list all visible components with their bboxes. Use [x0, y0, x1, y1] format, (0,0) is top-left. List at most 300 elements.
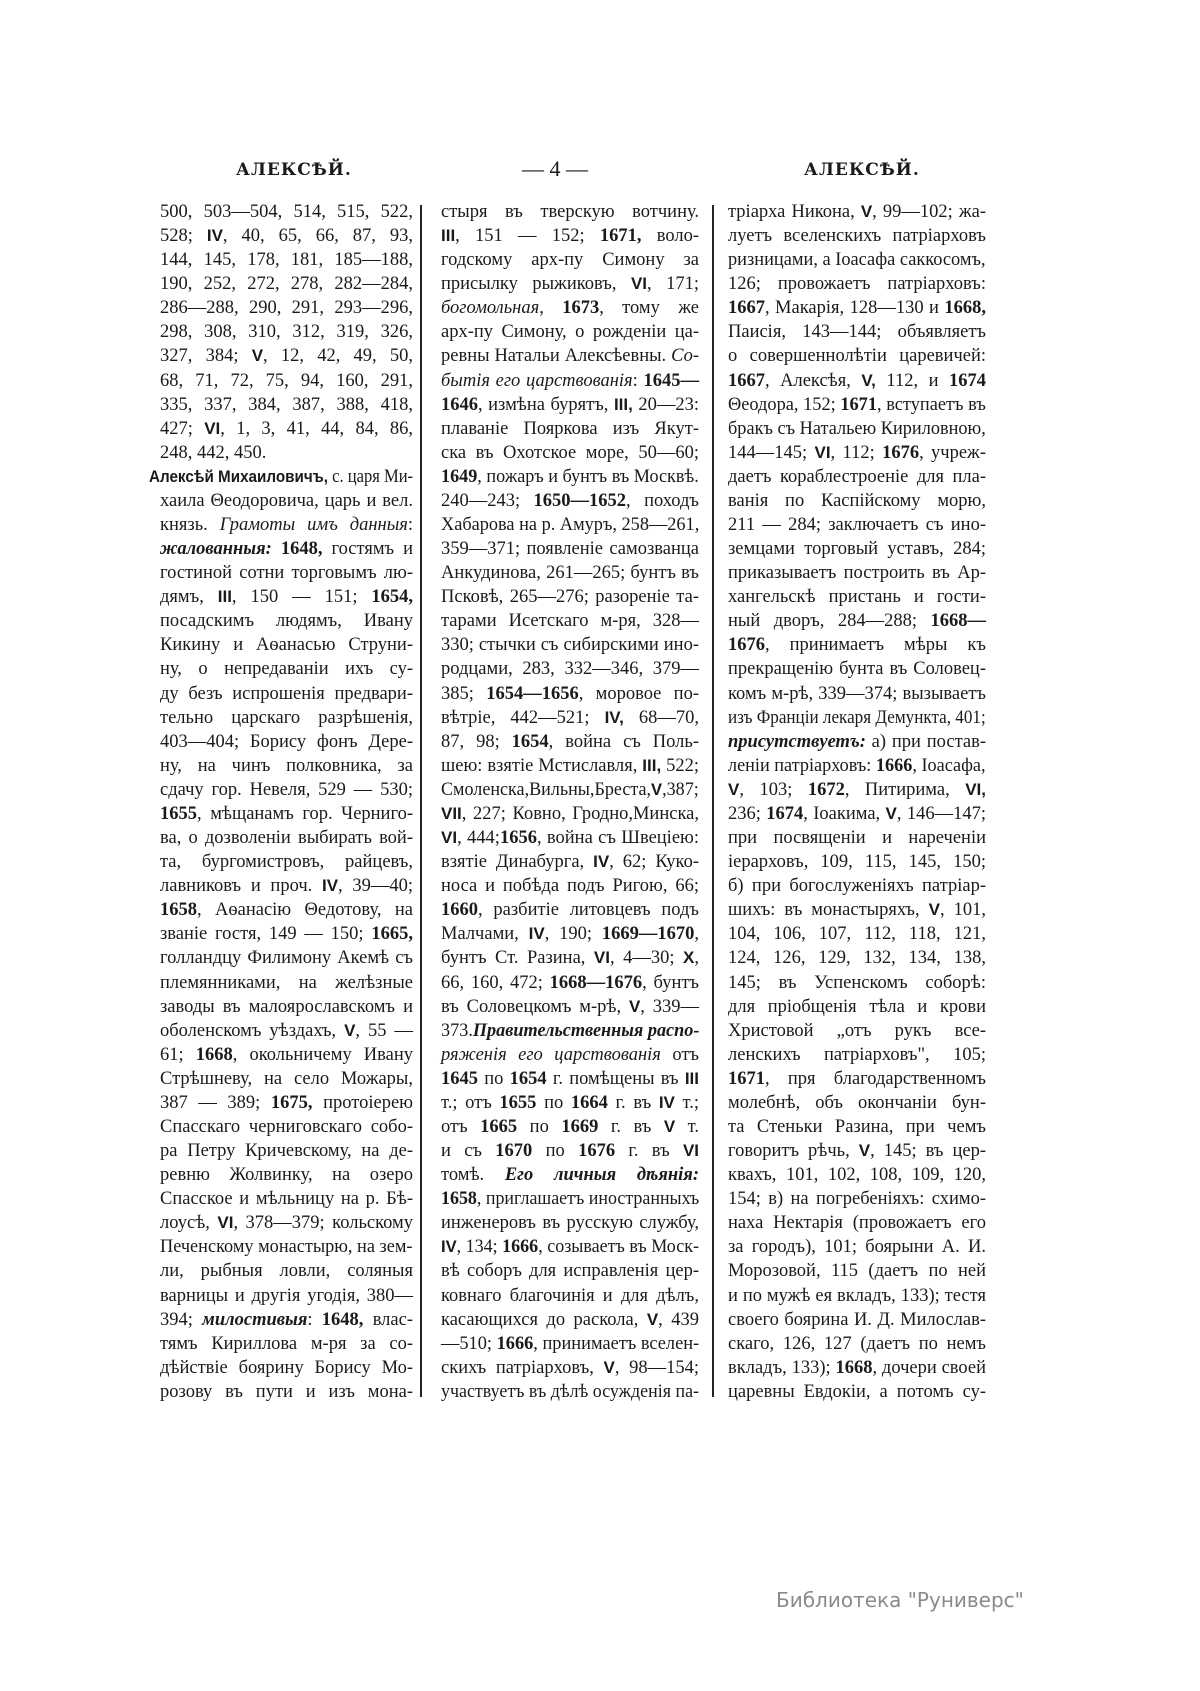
text-run: квахъ, 101, 102, 108, 109, 120, — [728, 1165, 986, 1186]
text-run: , 62; Куко- — [609, 852, 699, 873]
text-run: ду безъ испрошенія предвари- — [160, 683, 413, 704]
text-run: наха Нектарія (провожаетъ его — [728, 1213, 986, 1234]
text-run: , принимаетъ вселен- — [533, 1333, 700, 1354]
bold-year: 1646 — [441, 394, 478, 415]
text-run: 126; провожаетъ патріарховъ: — [728, 274, 986, 295]
text-line — [728, 778, 986, 802]
text-run: отъ — [441, 1116, 481, 1137]
text-line — [728, 1284, 986, 1308]
text-run: 211 — 284; заключаетъ съ ино- — [728, 515, 986, 536]
text-run: шихъ: въ монастыряхъ, — [728, 900, 929, 921]
text-line — [441, 248, 699, 272]
italic-run: бытія его царствованія — [441, 370, 633, 391]
text-line — [728, 1380, 986, 1404]
volume-numeral: VI — [593, 948, 610, 968]
text-run: скаго, 126, 127 (даетъ по немъ — [728, 1333, 986, 1354]
text-run: г. въ — [598, 1116, 664, 1137]
volume-numeral: V — [603, 1357, 615, 1377]
volume-numeral: IV — [441, 1237, 457, 1257]
text-run — [272, 539, 281, 559]
text-line — [728, 706, 986, 730]
text-run: царевны Евдокіи, а потомъ су- — [728, 1381, 986, 1402]
bold-year: 1668 — [195, 1044, 233, 1065]
text-run: ,387; — [662, 779, 699, 800]
text-run: ковнаго благочинія и для дѣлъ, — [441, 1285, 699, 1306]
text-run: 330; стычки съ сибирскими ино- — [441, 635, 699, 656]
text-line — [441, 754, 699, 778]
text-run: по — [536, 1092, 571, 1113]
text-line — [728, 1235, 986, 1259]
text-line — [441, 922, 699, 946]
bold-year: 1648, — [280, 539, 323, 560]
text-run: по — [478, 1068, 510, 1089]
text-line — [160, 1308, 413, 1332]
text-run: Христовой „отъ рукъ все- — [728, 1020, 986, 1041]
text-line — [728, 224, 986, 248]
text-run: ревню Жолвинку, на озеро — [160, 1165, 413, 1186]
volume-numeral: Алексѣй Михаиловичъ, — [149, 466, 328, 486]
text-line — [160, 874, 413, 898]
text-line — [441, 802, 699, 826]
text-run: тріарха Никона, — [728, 202, 861, 222]
text-line — [441, 200, 699, 224]
text-run: г. въ — [615, 1141, 683, 1162]
text-run: , окольничему Ивану — [232, 1044, 413, 1065]
volume-numeral: V — [628, 996, 641, 1016]
text-run: по — [532, 1141, 579, 1162]
text-run: т. — [675, 1116, 699, 1137]
text-column-1 — [149, 200, 414, 1404]
text-line — [728, 946, 986, 970]
bold-year: 1654—1656 — [486, 683, 579, 704]
text-line — [160, 971, 413, 995]
text-line — [728, 874, 986, 898]
text-run: носа и побѣда подъ Ригою, 66; — [441, 876, 699, 897]
text-run: , война съ Поль- — [548, 731, 699, 752]
text-line — [441, 417, 699, 441]
italic-run: ряженія его царствованія — [441, 1044, 661, 1065]
text-run: 144, 145, 178, 181, 185—188, — [160, 250, 413, 271]
italic-run: Грамоты имъ данныя — [219, 515, 408, 536]
text-line — [160, 1091, 413, 1115]
text-run: луетъ вселенскихъ патріарховъ — [728, 226, 986, 247]
text-run: , 99—102; жа- — [872, 202, 986, 222]
text-run: Псковѣ, 265—276; разореніе та- — [441, 587, 699, 608]
text-line — [728, 200, 986, 224]
bold-italic-run: Его личныя дѣянія: — [504, 1165, 699, 1186]
text-run: , походъ — [626, 490, 700, 511]
text-run: дямъ, — [160, 587, 218, 608]
text-run: : — [307, 1309, 322, 1330]
bold-year: 1670 — [495, 1141, 533, 1162]
text-run: для пріобщенія тѣла и крови — [728, 996, 986, 1017]
text-line — [160, 1067, 413, 1091]
bold-year: 1654 — [511, 731, 549, 752]
text-run: 87, 98; — [441, 731, 512, 752]
text-run: та Стеньки Разина, при чемъ — [728, 1116, 986, 1137]
text-line — [441, 1043, 699, 1067]
text-run: 124, 126, 129, 132, 134, 138, — [728, 948, 986, 969]
text-run: хангельскѣ пристань и гости- — [728, 587, 986, 608]
text-run: по — [517, 1116, 562, 1137]
text-run: взятіе Динабурга, — [441, 852, 594, 873]
text-run: б) при богослуженіяхъ патріар- — [728, 876, 986, 897]
text-line — [441, 513, 700, 537]
bold-year: 1669 — [561, 1116, 599, 1137]
volume-numeral: VI — [814, 442, 831, 462]
text-run: тарами Исетскаго м-ря, 328— — [441, 611, 699, 632]
text-line — [728, 585, 986, 609]
text-line — [160, 1187, 413, 1211]
text-run: въ Соловецкомъ м-рѣ, — [441, 996, 629, 1017]
volume-numeral: V — [858, 1141, 871, 1161]
text-run: 335, 337, 384, 387, 388, 418, — [160, 394, 413, 415]
text-line — [160, 802, 413, 826]
bold-year: 1676 — [728, 635, 765, 656]
text-run: ли, рыбныя ловли, соляныя — [160, 1261, 413, 1282]
text-run: бракъ съ Натальею Кириловною, — [728, 418, 986, 439]
text-line — [728, 1067, 986, 1091]
text-line — [728, 971, 986, 995]
text-line — [160, 1115, 413, 1139]
text-run: , — [694, 948, 699, 969]
volume-numeral: VI, — [965, 779, 986, 799]
text-line — [160, 513, 413, 537]
text-line — [160, 1332, 413, 1356]
text-line — [441, 561, 699, 585]
text-line — [160, 778, 413, 802]
text-run: 298, 308, 310, 312, 319, 326, — [160, 322, 413, 343]
text-line — [441, 633, 699, 657]
text-line — [160, 1235, 413, 1259]
text-run: вѣ соборъ для исправленія цер- — [441, 1261, 699, 1282]
bold-year: 1668, — [944, 298, 986, 319]
text-line — [728, 248, 984, 272]
text-line — [441, 1284, 699, 1308]
text-run: протоіерею — [312, 1092, 413, 1113]
text-line — [160, 1356, 413, 1380]
text-run: званіе гостя, 149 — 150; — [160, 924, 372, 945]
text-run: , 151 — 152; — [455, 226, 600, 247]
text-run: , пожаръ и бунтъ въ Москвѣ. — [477, 466, 699, 487]
volume-numeral: III — [217, 587, 232, 607]
text-line — [160, 1163, 413, 1187]
text-run: , 150 — 151; — [231, 587, 372, 608]
text-run: изъ Франціи лекаря Демункта, 401; — [728, 707, 986, 728]
text-line — [160, 633, 413, 657]
page-number: — 4 — — [522, 156, 588, 181]
text-run: Смоленска,Вильны,Бреста, — [441, 779, 652, 800]
text-run: стыря въ тверскую вотчину. — [441, 202, 699, 222]
text-run: арх-пу Симону, о рожденіи ца- — [441, 322, 699, 343]
text-run: ревны Натальи Алексѣевны. — [441, 346, 672, 367]
text-column-2 — [441, 200, 699, 1404]
volume-numeral: V — [928, 900, 940, 920]
text-line — [441, 1308, 699, 1332]
text-line — [160, 1284, 413, 1308]
bold-year: 1668— — [930, 611, 986, 632]
text-run: бунтъ Ст. Разина, — [441, 948, 594, 969]
text-run: Кикину и Аѳанасью Струни- — [160, 635, 413, 656]
text-run: 286—288, 290, 291, 293—296, — [160, 298, 413, 319]
text-line — [728, 272, 986, 296]
text-line — [160, 682, 413, 706]
text-line — [441, 1332, 700, 1356]
text-line — [728, 682, 986, 706]
volume-numeral: V — [646, 1309, 659, 1329]
text-run: , Питирима, — [844, 779, 966, 800]
text-run: заводы въ малоярославскомъ и — [160, 996, 413, 1017]
text-run: , 134; — [456, 1237, 503, 1258]
text-run: скихъ патріарховъ, — [441, 1357, 604, 1378]
bold-year: 1675, — [270, 1092, 313, 1113]
text-run: лоусѣ, — [160, 1213, 218, 1234]
text-run: , — [694, 924, 699, 945]
text-line — [728, 1308, 986, 1332]
text-run: , 55 — — [355, 1020, 414, 1041]
text-run: , моровое по- — [578, 683, 699, 704]
text-run: г. помѣщены въ — [546, 1068, 685, 1089]
text-run: —510; — [441, 1333, 497, 1354]
bold-year: 1664 — [570, 1092, 608, 1113]
text-run: : — [407, 515, 413, 536]
text-run: , мѣщанамъ гор. Черниго- — [197, 803, 413, 824]
text-run: гостиной сотни торговымъ лю- — [160, 563, 413, 584]
text-run: за городъ), 101; боярыни А. И. — [728, 1237, 986, 1258]
text-run: 144—145; — [728, 442, 815, 463]
text-line — [441, 1139, 699, 1163]
volume-numeral: IV, — [604, 707, 624, 727]
text-line — [160, 657, 413, 681]
bold-year: 1655 — [499, 1092, 537, 1113]
text-line — [441, 320, 699, 344]
text-line — [441, 1380, 700, 1404]
text-run: 154; в) на погребеніяхъ: схимо- — [728, 1189, 986, 1210]
text-run: Анкудинова, 261—265; бунтъ въ — [441, 563, 699, 584]
text-line — [160, 1380, 413, 1404]
text-line — [728, 489, 986, 513]
volume-numeral: VI — [217, 1213, 234, 1233]
bold-year: 1667 — [728, 370, 765, 391]
bold-year: 1658 — [441, 1189, 477, 1210]
bold-italic-run: жалованныя: — [160, 539, 272, 560]
text-line — [728, 1019, 986, 1043]
text-run: оболенскомъ уѣздахъ, — [160, 1020, 345, 1041]
text-line — [441, 489, 699, 513]
text-run: 20—23: — [632, 394, 700, 415]
text-line — [441, 272, 699, 296]
text-run: , учреж- — [919, 442, 986, 463]
text-run: ну, о непредаваніи ихъ су- — [160, 659, 413, 680]
text-line — [160, 585, 413, 609]
text-line — [728, 850, 986, 874]
library-watermark: Библиотека "Руниверс" — [776, 1588, 1024, 1612]
bold-italic-run: Правительственныя распо- — [472, 1020, 700, 1041]
bold-year: 1665, — [371, 924, 413, 945]
text-line — [728, 369, 986, 393]
text-run: 61; — [160, 1044, 196, 1065]
text-run: и по мужѣ ея вкладъ, 133); тестя — [728, 1285, 986, 1306]
volume-numeral: V — [251, 346, 264, 366]
text-run: , 1, 3, 41, 44, 84, 86, — [220, 418, 414, 439]
text-run: влас- — [363, 1309, 413, 1330]
text-run: та, бургомистровъ, райцевъ, — [160, 852, 413, 873]
text-line — [441, 1235, 699, 1259]
text-run: вкладъ, 133); — [728, 1357, 836, 1378]
text-run: 327, 384; — [160, 346, 252, 367]
text-run: инженеровъ въ русскую службу, — [441, 1213, 699, 1234]
text-line — [160, 1259, 413, 1283]
text-run: своего боярина И. Д. Милослав- — [728, 1309, 986, 1330]
text-run: , 439 — [658, 1309, 699, 1330]
volume-numeral: III — [684, 1068, 699, 1088]
bold-year: 1660 — [441, 900, 478, 921]
text-line — [160, 344, 413, 368]
bold-year: 1674 — [766, 803, 804, 824]
text-run: г. въ — [607, 1092, 659, 1113]
text-line — [160, 754, 413, 778]
bold-year: 1671, — [599, 226, 642, 247]
text-run: 112, и — [875, 370, 949, 391]
volume-numeral: IV — [593, 852, 610, 872]
text-line — [728, 1356, 986, 1380]
text-run: даетъ кораблестроеніе для пла- — [728, 466, 986, 487]
text-line — [728, 657, 986, 681]
text-run: 104, 106, 107, 112, 118, 121, — [728, 924, 986, 945]
text-line — [728, 1091, 986, 1115]
text-line — [728, 802, 986, 826]
text-line — [160, 441, 413, 465]
text-run: , 190; — [544, 924, 602, 945]
volume-numeral: V — [651, 779, 663, 799]
text-line — [728, 1259, 986, 1283]
text-run: 403—404; Борису фонъ Дере- — [160, 731, 413, 752]
text-line — [160, 248, 413, 272]
text-run: , созываетъ въ Моск- — [538, 1237, 699, 1258]
text-line — [160, 296, 413, 320]
text-run: , 4—30; — [609, 948, 684, 969]
volume-numeral: V — [885, 803, 897, 823]
text-line — [160, 537, 413, 561]
text-run: дѣйствіе боярину Борису Мо- — [160, 1357, 413, 1378]
text-run: при посвященіи и нареченіи — [728, 828, 986, 849]
text-line — [728, 344, 986, 368]
text-run: 236; — [728, 803, 767, 824]
text-run: 522; — [661, 755, 699, 776]
text-line — [160, 200, 413, 224]
text-line — [160, 946, 413, 970]
text-run: ва, о дозволеніи выбирать вой- — [160, 828, 413, 849]
bold-year: 1656 — [499, 828, 537, 849]
text-line — [160, 224, 413, 248]
volume-numeral: III — [441, 226, 456, 246]
bold-year: 1648, — [321, 1309, 364, 1330]
text-run: , пря благодарственномъ — [765, 1068, 986, 1089]
text-line — [160, 369, 413, 393]
volume-numeral: V — [860, 202, 873, 221]
text-run: , 339— — [640, 996, 699, 1017]
bold-year: 1666 — [875, 755, 913, 776]
text-run: 145; въ Успенскомъ соборѣ: — [728, 972, 986, 993]
text-run: сдачу гор. Невеля, 529 — 530; — [160, 779, 413, 800]
text-run: вѣтріе, 442—521; — [441, 707, 605, 728]
text-run: племянниками, на желѣзные — [160, 972, 413, 993]
volume-numeral: IV — [206, 226, 223, 246]
column-divider — [712, 205, 714, 1397]
bold-year: 1671 — [840, 394, 878, 415]
text-column-3 — [728, 200, 986, 1404]
text-run: приказываетъ построить въ Ар- — [728, 563, 986, 584]
volume-numeral: VII — [441, 803, 462, 823]
text-run: 240—243; — [441, 490, 534, 511]
text-run: 68, 71, 72, 75, 94, 160, 291, — [160, 370, 413, 391]
text-run: , 145; въ цер- — [870, 1141, 986, 1162]
text-run: Θеодора, 152; — [728, 394, 841, 415]
text-run: , вступаетъ въ — [877, 394, 986, 415]
text-line — [160, 922, 413, 946]
text-run: , 378—379; кольскому — [233, 1213, 413, 1234]
text-run: о совершеннолѣтіи царевичей: — [728, 346, 986, 367]
text-line — [441, 441, 699, 465]
text-run: , Аѳанасію Θедотову, на — [197, 900, 413, 921]
volume-numeral: III, — [642, 755, 662, 775]
bold-year: 1665 — [480, 1116, 518, 1137]
text-run: 248, 442, 450. — [160, 442, 267, 463]
text-run: Спасскаго черниговскаго собо- — [160, 1116, 413, 1137]
text-run: ра Петру Кричевскому, на де- — [160, 1141, 413, 1162]
text-run: отъ — [660, 1044, 699, 1065]
text-run: , 444; — [457, 828, 500, 849]
text-run: , измѣна бурятъ, — [478, 394, 614, 415]
text-run: тельно царскаго разрѣшенія, — [160, 707, 413, 728]
text-line — [441, 393, 699, 417]
bold-year: 1672 — [807, 779, 845, 800]
text-run: ванія по Каспійскому морю, — [728, 490, 986, 511]
text-run: молебнѣ, объ окончаніи бун- — [728, 1092, 986, 1113]
text-run: , 98—154; — [614, 1357, 699, 1378]
text-run: прекращенію бунта въ Соловец- — [728, 659, 986, 680]
text-run: розову въ пути и изъ мона- — [160, 1381, 413, 1402]
text-run: ризницами, а Іоасафа саккосомъ, — [728, 250, 986, 271]
text-run: 359—371; появленіе самозванца — [441, 539, 699, 560]
text-run: тямъ Кириллова м-ря за со- — [160, 1333, 413, 1354]
text-line — [728, 1187, 986, 1211]
text-run: шею: взятіе Мстиславля, — [441, 755, 643, 776]
text-run: , 39—40; — [338, 876, 413, 897]
text-run: присылку рыжиковъ, — [441, 274, 631, 295]
text-line — [441, 1211, 699, 1235]
bold-year: 1650—1652 — [533, 490, 627, 511]
index-entry-heading-line — [149, 465, 414, 489]
text-line — [728, 465, 986, 489]
text-run: 68—70, — [623, 707, 699, 728]
text-line — [441, 1259, 699, 1283]
bold-year: 1658 — [160, 900, 197, 921]
text-line — [160, 850, 413, 874]
bold-year: 1676 — [882, 442, 920, 463]
bold-year: 1655 — [160, 803, 197, 824]
bold-year: 1645— — [643, 370, 699, 391]
text-run: Морозовой, 115 (даетъ по ней — [728, 1261, 986, 1282]
text-run: , приглашаетъ иностранныхъ — [476, 1189, 700, 1210]
text-line — [728, 441, 986, 465]
text-line — [728, 898, 986, 922]
text-line — [441, 898, 699, 922]
text-run: , 227; Ковно, Гродно,Минска, — [461, 803, 699, 824]
bold-year: 1666 — [502, 1237, 539, 1258]
volume-numeral: V — [663, 1116, 676, 1136]
text-run: посадскимъ людямъ, Ивану — [160, 611, 413, 632]
